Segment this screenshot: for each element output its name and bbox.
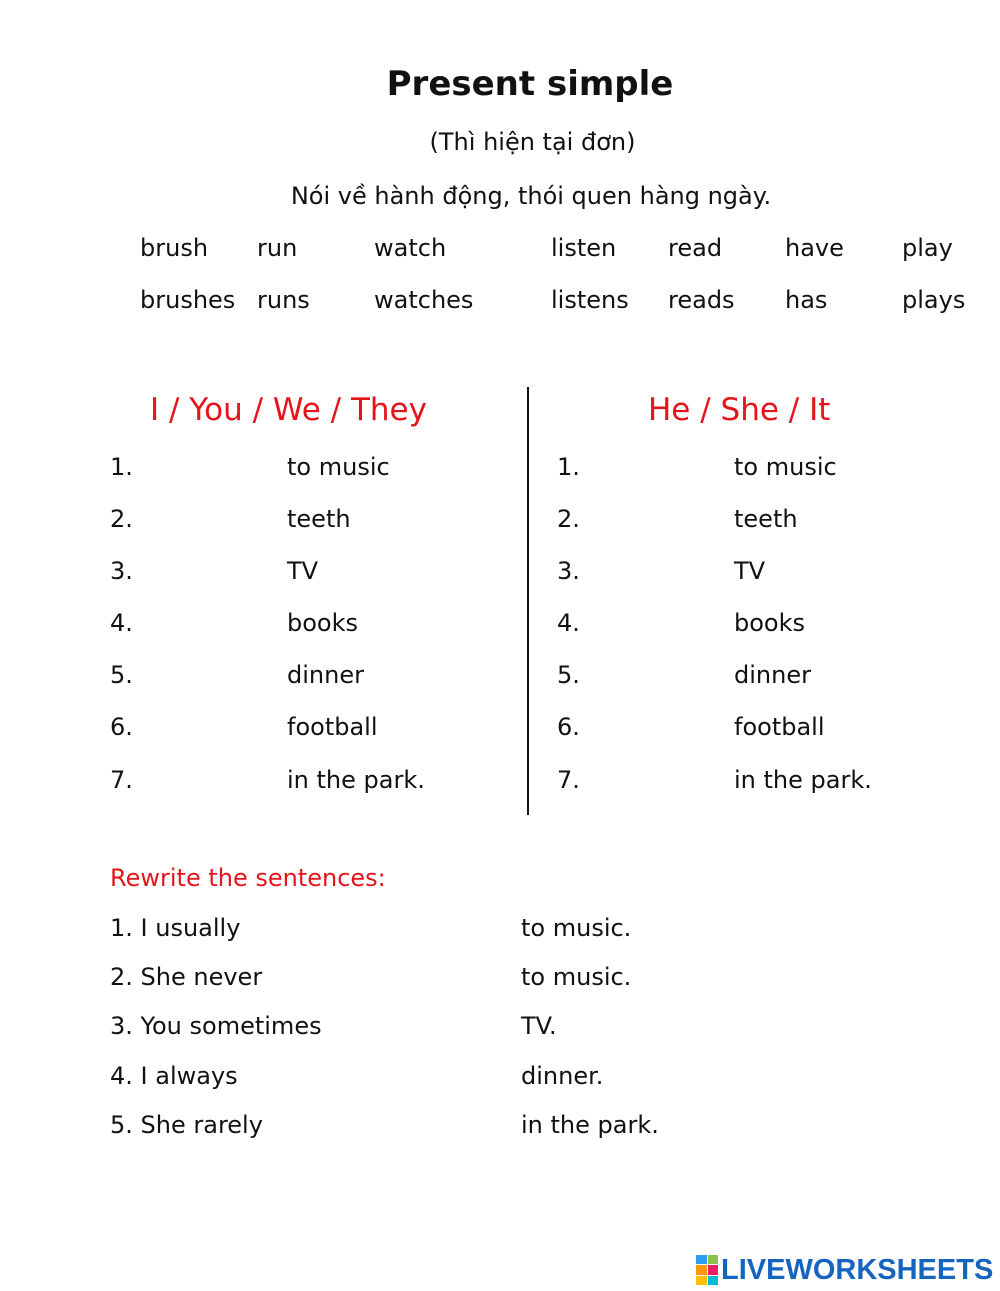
right-item-number: 5. (557, 661, 580, 689)
left-column-heading: I / You / We / They (150, 392, 427, 428)
left-item-number: 5. (110, 661, 133, 689)
rewrite-sentence-end: to music. (521, 963, 632, 991)
right-item-text: football (734, 713, 825, 741)
left-item-text: dinner (287, 661, 364, 689)
left-item-text: in the park. (287, 766, 425, 794)
liveworksheets-logo (696, 1252, 993, 1288)
right-item-number: 3. (557, 557, 580, 585)
right-item-number: 4. (557, 609, 580, 637)
left-item-number: 7. (110, 766, 133, 794)
logo-text: LIVEWORKSHEETS (721, 1253, 994, 1286)
right-item-number: 1. (557, 453, 580, 481)
right-item-number: 2. (557, 505, 580, 533)
left-item-text: TV (287, 557, 319, 585)
rewrite-heading: Rewrite the sentences: (110, 864, 386, 892)
rewrite-sentence-start: 4. I always (110, 1062, 238, 1090)
page-description: Nói về hành động, thói quen hàng ngày. (290, 182, 772, 210)
right-item-number: 7. (557, 766, 580, 794)
verb-third-person: brushes (140, 286, 236, 314)
rewrite-sentence-end: dinner. (521, 1062, 604, 1090)
left-item-number: 6. (110, 713, 133, 741)
page-title: Present simple (386, 64, 674, 104)
verb-third-person: watches (374, 286, 474, 314)
left-item-text: to music (287, 453, 390, 481)
verb-third-person: has (785, 286, 828, 314)
verb-base: play (902, 234, 953, 262)
right-item-number: 6. (557, 713, 580, 741)
rewrite-sentence-start: 1. I usually (110, 914, 241, 942)
right-item-text: to music (734, 453, 837, 481)
left-item-text: teeth (287, 505, 351, 533)
verb-base: have (785, 234, 844, 262)
page-subtitle: (Thì hiện tại đơn) (429, 128, 636, 156)
left-item-text: football (287, 713, 378, 741)
rewrite-sentence-end: TV. (521, 1012, 557, 1040)
verb-third-person: reads (668, 286, 735, 314)
verb-third-person: plays (902, 286, 966, 314)
rewrite-sentence-start: 2. She never (110, 963, 263, 991)
verb-base: read (668, 234, 723, 262)
right-item-text: in the park. (734, 766, 872, 794)
rewrite-sentence-start: 5. She rarely (110, 1111, 263, 1139)
left-item-number: 1. (110, 453, 133, 481)
right-item-text: books (734, 609, 806, 637)
right-item-text: TV (734, 557, 766, 585)
verb-third-person: listens (551, 286, 629, 314)
right-item-text: teeth (734, 505, 798, 533)
rewrite-sentence-end: to music. (521, 914, 632, 942)
left-item-number: 2. (110, 505, 133, 533)
rewrite-sentence-start: 3. You sometimes (110, 1012, 322, 1040)
verb-base: watch (374, 234, 447, 262)
right-item-text: dinner (734, 661, 811, 689)
rewrite-sentence-end: in the park. (521, 1111, 659, 1139)
verb-base: listen (551, 234, 617, 262)
verb-third-person: runs (257, 286, 310, 314)
left-item-number: 4. (110, 609, 133, 637)
left-item-text: books (287, 609, 359, 637)
verb-base: brush (140, 234, 209, 262)
right-column-heading: He / She / It (648, 392, 831, 428)
logo-mark-icon (696, 1255, 718, 1285)
verb-base: run (257, 234, 298, 262)
left-item-number: 3. (110, 557, 133, 585)
column-divider (527, 387, 529, 815)
